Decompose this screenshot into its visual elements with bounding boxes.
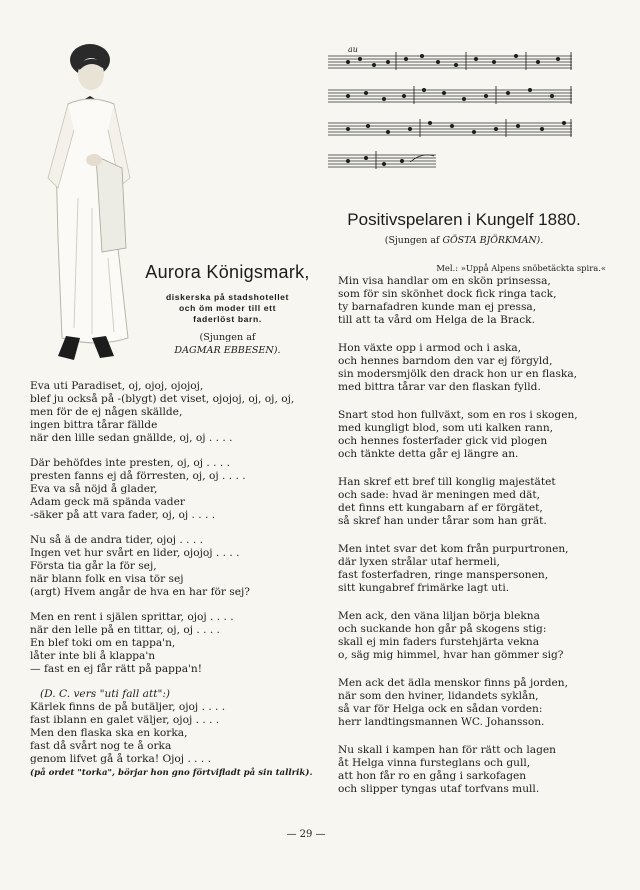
positiv-verse-line: det finns ett kungabarn af er förgätet, bbox=[338, 502, 543, 514]
aurora-verse-line: Nu så ä de andra tider, ojoj . . . . bbox=[30, 534, 203, 546]
aurora-sung-by: (Sjungen af bbox=[199, 332, 256, 343]
aurora-verse-line: blef ju också på -(blygt) det viset, ojojoj, oj, oj, oj, bbox=[30, 393, 295, 405]
aurora-verse-line: Där behöfdes inte presten, oj, oj . . . . bbox=[30, 457, 231, 469]
positiv-verse-line: och suckande hon går på skogens stig: bbox=[338, 623, 547, 635]
aurora-dc-note: (D. C. vers "uti fall att":) bbox=[40, 688, 171, 700]
aurora-verse-line: när blann folk en visa tör sej bbox=[30, 573, 184, 585]
aurora-verse-line: Adam geck mä spända vader bbox=[30, 496, 185, 508]
positiv-verse-line: Men intet svar det kom från purpurtronen, bbox=[338, 543, 569, 555]
positiv-verse-line: och sade: hvad är meningen med dät, bbox=[338, 489, 541, 501]
aurora-subtitle-line-3: faderlöst barn. bbox=[193, 314, 262, 324]
aurora-verse-line: fast då svårt nog te å orka bbox=[30, 740, 172, 752]
positiv-verse-line: och hennes barndom den var ej förgyld, bbox=[338, 355, 553, 367]
aurora-verse-line: Men den flaska ska en korka, bbox=[30, 727, 188, 739]
positiv-verse-line: där lyxen strålar utaf hermeli, bbox=[338, 556, 500, 568]
positiv-sung-by: (Sjungen af bbox=[384, 235, 440, 246]
positiv-credit bbox=[326, 235, 602, 246]
positiv-verse-line: och tänkte detta går ej längre an. bbox=[338, 448, 519, 460]
positiv-verse-line: Men ack det ädla menskor finns på jorden, bbox=[338, 677, 568, 689]
aurora-verse-line: Eva va så nöjd å glader, bbox=[30, 483, 158, 495]
positiv-verse-line: med kungligt blod, som uti kalken rann, bbox=[338, 422, 554, 434]
aurora-verse-line: presten fanns ej då förresten, oj, oj . . . . bbox=[30, 470, 246, 482]
positiv-melody-note: Mel.: »Uppå Alpens snöbetäckta spira.« bbox=[436, 263, 606, 273]
song-title-positivspelaren: Positivspelaren i Kungelf 1880. bbox=[347, 210, 581, 229]
aurora-verse-line: En blef toki om en tappa'n, bbox=[30, 637, 176, 649]
aurora-verse-line: när den lille sedan gnällde, oj, oj . . . . bbox=[30, 432, 233, 444]
positiv-verse-line: att hon får ro en gång i sarkofagen bbox=[338, 770, 527, 782]
aurora-verse-line: låter inte bli å klappa'n bbox=[30, 650, 156, 662]
aurora-verse-line: fast iblann en galet väljer, ojoj . . . . bbox=[30, 714, 220, 726]
music-tempo-marking: au bbox=[348, 45, 358, 54]
positiv-verse-line: åt Helga vinna fursteglans och gull, bbox=[338, 757, 531, 769]
aurora-verse-line: -säker på att vara fader, oj, oj . . . . bbox=[30, 509, 216, 521]
positiv-verse-line: så skref han under tårar som han grät. bbox=[338, 515, 547, 527]
song-title-aurora: Aurora Königsmark, bbox=[145, 262, 310, 282]
positiv-verse-line: sin modersmjölk den drack hon ur en flaska, bbox=[338, 368, 578, 380]
positiv-verse-line: och slipper tyngas utaf torfvans mull. bbox=[338, 783, 540, 795]
aurora-verse-line: (argt) Hvem angår de hva en har för sej? bbox=[30, 586, 250, 598]
aurora-verse-line: genom lifvet gå å torka! Ojoj . . . . bbox=[30, 753, 212, 765]
positiv-verse-line: skall ej min faders furstehjärta vekna bbox=[338, 636, 540, 648]
positiv-verse-line: sitt kungabref frimärke lagt uti. bbox=[338, 582, 510, 594]
positiv-verse-line: Snart stod hon fullväxt, som en ros i skogen, bbox=[338, 409, 578, 421]
aurora-stage-direction: (på ordet "torka", börjar hon gno förtvifladt på sin tallrik). bbox=[30, 768, 313, 778]
positiv-verse-line: och hennes fosterfader gick vid plogen bbox=[338, 435, 548, 447]
positiv-verse-line: så var för Helga ock en sådan vorden: bbox=[338, 703, 543, 715]
page-number: — 29 — bbox=[286, 829, 326, 840]
aurora-verse-line: men för de ej någen skällde, bbox=[30, 406, 183, 418]
singer-photograph bbox=[28, 38, 140, 368]
positiv-verse-line: o, säg mig himmel, hvar han gömmer sig? bbox=[338, 649, 564, 661]
aurora-verse-line: när den lelle på en tittar, oj, oj . . . . bbox=[30, 624, 220, 636]
aurora-subtitle-line-2: och öm moder till ett bbox=[178, 303, 277, 313]
positiv-verse-line: som för sin skönhet dock fick ringa tack, bbox=[338, 288, 557, 300]
aurora-verse-line: Men en rent i själen sprittar, ojoj . . . . bbox=[30, 611, 234, 623]
positiv-verse-line: ty barnafadren kunde man ej pressa, bbox=[338, 301, 537, 313]
aurora-singer-name: DAGMAR EBBESEN). bbox=[174, 345, 281, 356]
aurora-subtitle-line-1: diskerska på stadshotellet bbox=[165, 292, 290, 302]
aurora-verse-line: Ingen vet hur svårt en lider, ojojoj . . . . bbox=[30, 547, 240, 559]
positiv-verse-line: till att ta vård om Helga de la Brack. bbox=[338, 314, 535, 326]
positiv-verse-line: Nu skall i kampen han för rätt och lagen bbox=[338, 744, 556, 756]
aurora-verse-line: Kärlek finns de på butäljer, ojoj . . . . bbox=[30, 701, 226, 713]
aurora-verse-line: Första tia går la för sej, bbox=[30, 560, 157, 572]
aurora-verse-line: — fast en ej får rätt på pappa'n! bbox=[30, 663, 203, 675]
positiv-verse-line: Hon växte opp i armod och i aska, bbox=[338, 342, 522, 354]
positiv-verse-line: Men ack, den väna liljan börja blekna bbox=[338, 610, 540, 622]
aurora-verse-line: Eva uti Paradiset, oj, ojoj, ojojoj, bbox=[30, 380, 204, 392]
positiv-verse-line: Min visa handlar om en skön prinsessa, bbox=[338, 275, 551, 287]
positiv-verse-line: med bittra tårar var den flaskan fylld. bbox=[338, 381, 541, 393]
positiv-singer-name: GÖSTA BJÖRKMAN). bbox=[442, 235, 544, 246]
aurora-verse-line: ingen bittra tårar fällde bbox=[30, 419, 158, 431]
positiv-verse-line: när som den hviner, lidandets syklån, bbox=[338, 690, 539, 702]
positiv-verse-line: herr landtingsmannen WC. Johansson. bbox=[338, 716, 545, 728]
positiv-verse-line: Han skref ett bref till konglig majestätet bbox=[338, 476, 556, 488]
positiv-verse-line: fast fosterfadren, ringe manspersonen, bbox=[338, 569, 549, 581]
music-score bbox=[326, 44, 576, 176]
